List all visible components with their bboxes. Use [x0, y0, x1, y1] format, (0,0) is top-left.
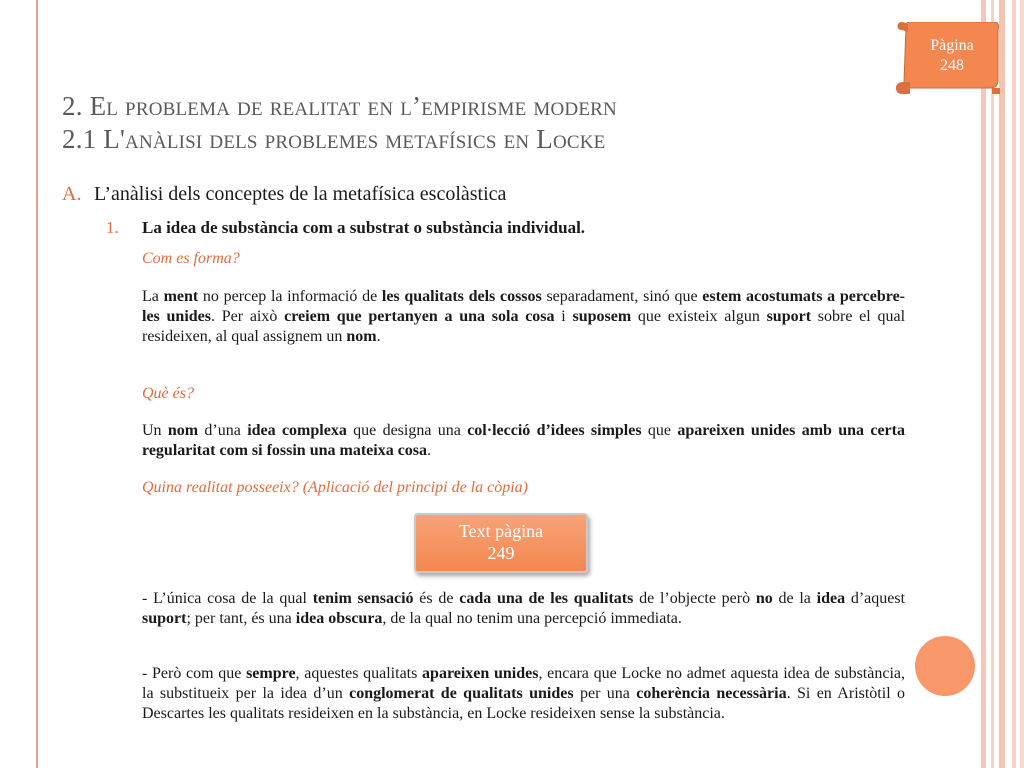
paragraph-conglomerate	[142, 664, 905, 724]
stripe	[991, 0, 994, 768]
bullet-1-text: La idea de substància com a substrat o substància individual.	[142, 218, 586, 237]
text-run: d’una	[198, 422, 248, 439]
text-run: que designa una	[346, 422, 468, 439]
emphasis-run: apareixen unides	[422, 665, 539, 682]
emphasis-run: coherència necessària	[636, 685, 787, 702]
title-line-1: 2. El problema de realitat en l’empirisme modern	[62, 91, 617, 121]
text-run: - L’única cosa de la qual	[142, 590, 313, 607]
text-run: separadament, sinó que	[541, 288, 703, 305]
text-run: , aquestes qualitats	[295, 665, 423, 682]
emphasis-run: tenim sensació	[312, 590, 414, 607]
emphasis-run: conglomerat de qualitats unides	[349, 685, 574, 702]
text-run: - Però com que	[142, 665, 247, 682]
emphasis-run: apareixen unides amb una certa regularitat com si fossin una mateixa cosa	[142, 422, 905, 459]
bullet-a-text: L’anàlisi dels conceptes de la metafísica escolàstica	[94, 183, 507, 205]
title-line-2: 2.1 L'anàlisi dels problemes metafísics en Locke	[62, 124, 606, 154]
text-run: Un	[142, 422, 168, 439]
stripe	[999, 0, 1005, 768]
bullet-marker-1: 1.	[106, 218, 119, 237]
badge-line1: Pàgina	[930, 37, 974, 54]
button-line2: 249	[487, 543, 515, 563]
stripe	[981, 0, 986, 768]
emphasis-run: sempre	[246, 665, 296, 682]
bullet-level-1	[106, 217, 906, 239]
text-run: ; per tant, és una	[186, 610, 296, 627]
emphasis-run: suport	[766, 308, 812, 325]
emphasis-run: idea obscura	[295, 610, 383, 627]
text-run: , encara que Locke no admet aquesta idea de substància, la substitueix per la idea d’un	[142, 665, 905, 702]
question-how-formed: Com es forma?	[142, 250, 240, 267]
badge-label	[906, 36, 998, 76]
emphasis-run: estem acostumats a percebre-les unides	[142, 288, 906, 325]
left-border-rule	[36, 0, 38, 768]
stripe	[1020, 0, 1024, 768]
text-run: .	[427, 442, 432, 459]
text-run: sobre el qual resideixen, al qual assignem un	[142, 308, 906, 345]
text-page-249-button[interactable]	[414, 513, 588, 573]
button-line1: Text pàgina	[458, 521, 544, 541]
text-run: . Si en Aristòtil o Descartes les qualitats resideixen en la substància, en Locke resideixen sense la substància.	[142, 685, 906, 722]
decorative-circle	[915, 636, 975, 696]
emphasis-run: cada una de les qualitats	[459, 590, 634, 607]
stripe	[1012, 0, 1016, 768]
text-run: . Per això	[211, 308, 285, 325]
bullet-marker-a: A.	[62, 183, 82, 205]
text-run: .	[376, 328, 381, 345]
paragraph-sensation	[142, 589, 905, 629]
text-run: és de	[413, 590, 460, 607]
text-run: no percep la informació de	[198, 288, 382, 305]
page-248-scroll-badge[interactable]	[896, 22, 1000, 94]
question-what-is: Què és?	[142, 385, 194, 402]
bullet-level-a	[62, 181, 862, 207]
emphasis-run: nom	[167, 422, 199, 439]
text-run: La	[142, 288, 164, 305]
text-run: i	[554, 308, 573, 325]
paragraph-formation	[142, 287, 905, 347]
right-decorative-stripes	[974, 0, 1024, 768]
emphasis-run: creiem que pertanyen a una sola cosa	[284, 308, 555, 325]
emphasis-run: nom	[346, 328, 377, 345]
text-run: , de la qual no tenim una percepció immediata.	[382, 610, 682, 627]
emphasis-run: ment	[163, 288, 199, 305]
paragraph-definition	[142, 421, 905, 461]
emphasis-run: suport	[142, 610, 187, 627]
slide-title	[62, 90, 902, 156]
text-run: per una	[573, 685, 637, 702]
question-reality: Quina realitat posseeix? (Aplicació del principi de la còpia)	[142, 479, 528, 496]
text-run: que existeix algun	[631, 308, 767, 325]
emphasis-run: idea	[816, 590, 846, 607]
text-run: de l’objecte però	[633, 590, 756, 607]
text-run: que	[641, 422, 678, 439]
badge-line2: 248	[940, 57, 964, 74]
emphasis-run: no	[755, 590, 773, 607]
emphasis-run: suposem	[572, 308, 632, 325]
text-run: de la	[772, 590, 817, 607]
emphasis-run: les qualitats dels cossos	[381, 288, 542, 305]
text-run: d’aquest	[845, 590, 906, 607]
emphasis-run: col·lecció d’idees simples	[467, 422, 642, 439]
emphasis-run: idea complexa	[247, 422, 347, 439]
